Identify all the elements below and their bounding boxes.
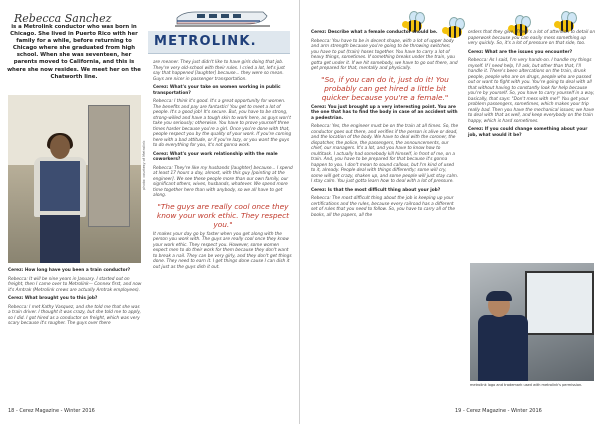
question: Cerez: What's your work relationship with the male coworkers? xyxy=(153,151,278,162)
question: Cerez: If you could change something about your job, what would it be? xyxy=(468,127,588,138)
right-column-2 xyxy=(468,30,596,141)
answer: Rebecca: You have to be in decent shape, with a lot of upper body and arm strength because you're going to be throwing switches; you have to put (train) hoses together. You have to carry a lot of heavy things, sometimes. If something breaks under the train, you gotta get under it. If we hit somebody, we have to go out there, and get prepared for that, mentally and physically. xyxy=(311,38,458,71)
left-footer: 18 - Cerez Magazine - Winter 2016 xyxy=(8,408,95,414)
answer: It makes your day go by faster when you get along with the person you work with. The guys are really cool once they know your work ethic. They respect you. However, some women expect men to do their work for them because they don't want to break a nail. They can be very girly, and they don't get things done. They need to earn it. I get things done cause I can dish it out just as the guys dish it out. xyxy=(153,231,292,270)
left-column-1 xyxy=(8,268,142,330)
answer: Rebecca: I think it's good. It's a great opportunity for women. The benefits and pay are fantastic! You get to meet a lot of people. It's a good job! It's secure. But, you have to be strong, strong-willed and have a tough skin to work here, as guys won't take you seriously; otherwise. You have to prove yourself three times harder because you're a girl. Once you're done with that, people respect you by the quality of your work. If you're coming here with a bad attitude, or if you're lazy, or you want the guys to do everything for you, it's not gonna work. xyxy=(153,99,292,148)
question: Cerez: Describe what a female conductor should be. xyxy=(311,30,438,35)
question: Cerez: What brought you to this job? xyxy=(8,296,98,301)
train-illustration xyxy=(175,4,270,30)
right-column-1 xyxy=(311,30,459,221)
metrolink-logo: METROLINK. xyxy=(154,34,257,49)
photo-caption: metrolink logo and trademark used with metrolink's permission. xyxy=(470,383,583,387)
photo-credit: photo: courtesy of Metrolink xyxy=(142,140,146,190)
answer: Rebecca: As I said, I'm very hands-on. I handle my things myself. If I need help, I'll ask, but other than that, I'll handle it. There's been altercations on the train, drunk people, people who are on drugs, people who are passed out or want to fight with you. You're going to deal with all that without having to constantly look for help because you're by yourself. So, you have to carry yourself in a way, basically, that says: "Don't mess with me!" You get your problem passengers, sometimes, which makes your trip really bad. Then you have the mechanical issues; we have to deal with that as well, and keep everybody on the train happy, which is hard sometimes. xyxy=(468,58,595,124)
pull-quote: "So, if you can do it, just do it! You probably can get hired a little bit quicker because you're a female." xyxy=(321,74,449,102)
article-intro: is a Metrolink conductor who was born in Chicago. She lived in Puerto Rico with her family for a while, before returning to Chicago where she graduated from high school. When she was seventeen, her parents moved to California, and this is where she now resides. We meet her on the Chatworth line. xyxy=(7,24,141,80)
answer: Rebecca: The most difficult thing about the job is keeping up your certifications and the rules, because every railroad has a different set of rules that you need to follow. So, you have to carry all of the books, all the papers, all the xyxy=(311,196,455,218)
right-footer: 19 - Cerez Magazine - Winter 2016 xyxy=(455,408,542,414)
pull-quote: "The guys are really cool once they know your work ethic. They respect you." xyxy=(156,201,290,229)
question: Cerez: How long have you been a train conductor? xyxy=(8,268,131,273)
question: Cerez: You just brought up a very interesting point. You are the one that has to find the body in case of an accident with a pedestrian. xyxy=(311,104,458,121)
answer: Rebecca: It will be nine years in January. I started out on freight, then I came over to Metrolink— Connex first, and now it's Amtrak (Metrolink crews are actually Amtrak employees). xyxy=(8,276,142,293)
answer: are meaner. They just didn't like to have girls doing that job. They're very old-school with their rules. I cried a lot, let's just say that happened [laughter] because... they were so mean. Guys are nicer in passenger transportation. xyxy=(153,60,285,82)
answer: Rebecca: I met Kathy Vasquez, and she told me that she was a train driver. I thought it was crazy, but she told me to apply, so I did. I got hired as a conductor on freight, which was very scary because it's rougher. The guys over there xyxy=(8,304,141,326)
left-column-2 xyxy=(153,60,293,273)
answer: orders that they give. There's a lot of attention to detail on paperwork because you can easily mess something up very quickly. So, it's a lot of pressure on that side, too. xyxy=(468,30,596,46)
question: Cerez: What's your take on women working in public transportation? xyxy=(153,85,281,96)
question: Cerez: Is that the most difficult thing about your job? xyxy=(311,187,441,193)
conductor-photo xyxy=(8,95,141,263)
article-title: Rebecca Sanchez xyxy=(14,12,112,25)
question: Cerez: What are the issues you encounter? xyxy=(468,49,573,55)
answer: Rebecca: Yes, the engineer must be on the train at all times. So, the conductor goes out there, and verifies if the person is alive or dead, and the location of the body. We have to deal with the coroner, the dispatcher, the police, the passengers, the announcements, our chief, our managers. It's a lot, and you have to know how to multitask. I actually had somebody kill himself, in front of me, on a train. And, you have to be prepared for that because it's gonna happen to you. I don't mean to sound callous, but I'm kind of used to it, already. People deal with things differently; some will cry, some will get crazy, shaken up, and some people will just stay calm. I stay calm. You just gotta learn how to deal with a lot of pressure. xyxy=(311,124,459,184)
engineer-photo xyxy=(470,263,594,381)
answer: Rebecca: They're like my husbands [laughter] because... I spend at least 17 hours a day, almost, with this guy [pointing at the engineer]. We see these people more than our own family, our significant others, wives, husbands, whatever. We spend more time together here than with anybody, so we all have to get along. xyxy=(153,165,293,198)
